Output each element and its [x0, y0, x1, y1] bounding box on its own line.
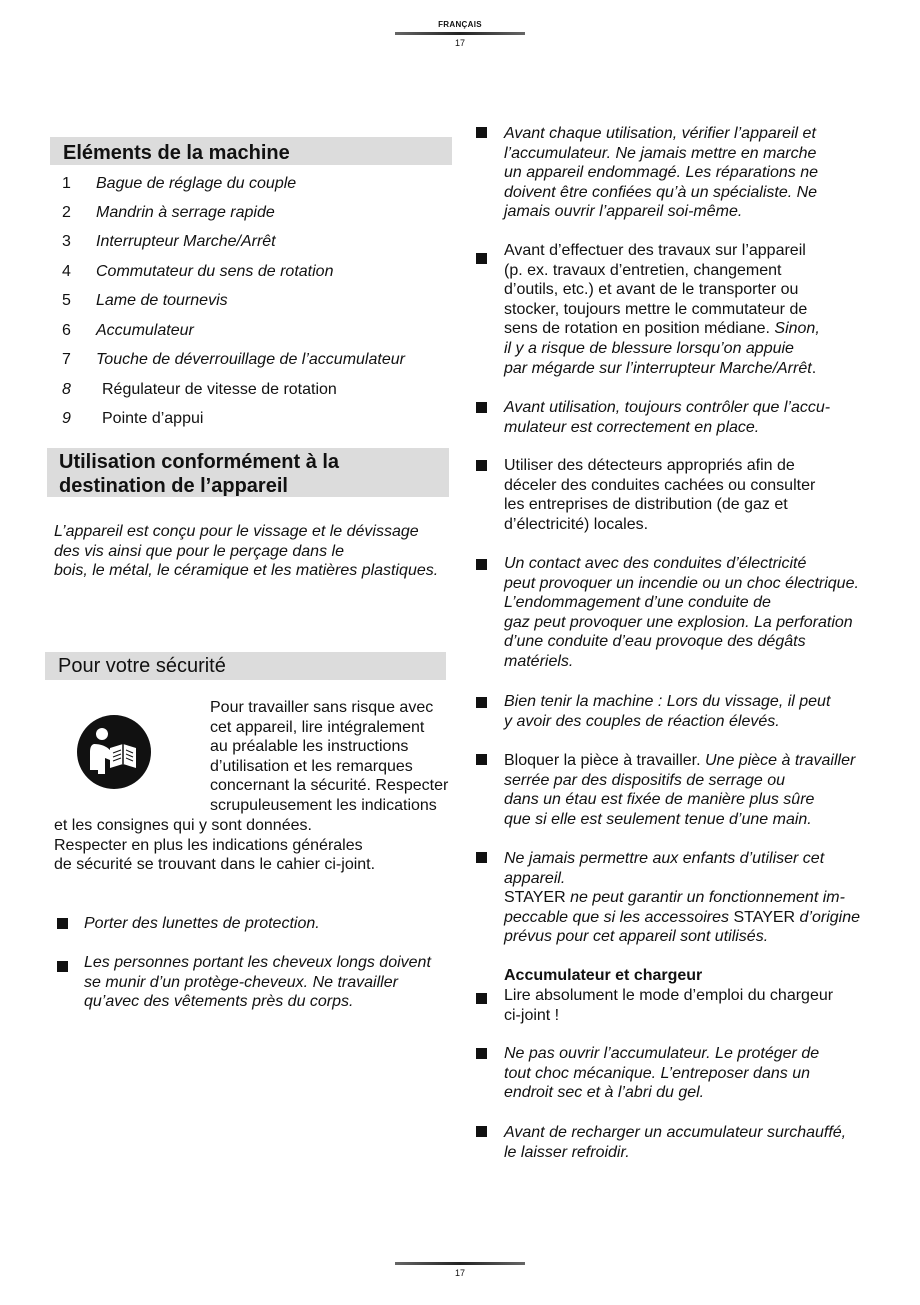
- bullet-square-icon: [57, 961, 68, 972]
- bullet-text: Ne jamais permettre aux enfants d’utiliser cet appareil. STAYER ne peut garantir un fonctionnement im- peccable que si les accessoires STAYER d’origine prévus pour cet appareil sont utilisés.: [504, 850, 861, 946]
- list-item-number: 2: [62, 204, 71, 221]
- header-page-number: 17: [454, 38, 465, 48]
- bullet-square-icon: [476, 993, 487, 1004]
- bullet-square-icon: [476, 754, 487, 765]
- bullet-text: Les personnes portant les cheveux longs doivent se munir d’un protège-cheveux. Ne travailler qu’avec des vêtements près du corps.: [84, 954, 431, 1011]
- safety-paragraph-bottom: et les consignes qui y sont données. Respecter en plus les indications générales de sécurité se trouvant dans le cahier ci-joint.: [54, 817, 376, 874]
- list-item-number: 1: [62, 175, 71, 192]
- usage-title-line: destination de l’appareil: [59, 475, 288, 497]
- charger-title: Accumulateur et chargeur: [504, 967, 703, 984]
- bullet-square-icon: [476, 852, 487, 863]
- list-item-text: Commutateur du sens de rotation: [96, 263, 334, 280]
- list-item-text: Lame de tournevis: [96, 292, 228, 309]
- bullet-text: Bien tenir la machine : Lors du vissage, il peut y avoir des couples de réaction élevés.: [504, 693, 831, 730]
- elements-title: Eléments de la machine: [50, 137, 452, 165]
- footer-rule: [395, 1262, 525, 1265]
- safety-paragraph-top: Pour travailler sans risque avec cet appareil, lire intégralement au préalable les instructions d’utilisation et les remarques concernant la sécurité. Respecter scrupuleusement les indications: [210, 699, 449, 814]
- usage-paragraph: L’appareil est conçu pour le vissage et le dévissage des vis ainsi que pour le perçage dans le bois, le métal, le céramique et les matières plastiques.: [54, 523, 439, 580]
- bullet-text: Un contact avec des conduites d’électricité peut provoquer un incendie ou un choc électrique. L’endommagement d’une conduite de gaz peut provoquer une explosion. La perforation d’une conduite d’eau provoque des dégâts matériels.: [504, 555, 859, 670]
- list-item-number: 8: [62, 381, 71, 398]
- usage-title: [47, 448, 449, 497]
- bullet-square-icon: [57, 918, 68, 929]
- list-item-text: Bague de réglage du couple: [96, 175, 297, 192]
- bullet-square-icon: [476, 559, 487, 570]
- bullet-square-icon: [476, 1048, 487, 1059]
- bullet-square-icon: [476, 402, 487, 413]
- bullet-text: Avant de recharger un accumulateur surchauffé, le laisser refroidir.: [504, 1124, 847, 1161]
- list-item-number: 3: [62, 233, 71, 250]
- bullet-text: Utiliser des détecteurs appropriés afin de déceler des conduites cachées ou consulter les entreprises de distribution (de gaz et d’électricité) locales.: [504, 457, 816, 533]
- list-item-text: Régulateur de vitesse de rotation: [102, 381, 337, 398]
- list-item-text: Pointe d’appui: [102, 410, 204, 427]
- list-item-number: 6: [62, 322, 71, 339]
- bullet-text: Porter des lunettes de protection.: [84, 915, 320, 932]
- bullet-text: Ne pas ouvrir l’accumulateur. Le protéger de tout choc mécanique. L’entreposer dans un endroit sec et à l’abri du gel.: [504, 1045, 820, 1102]
- bullet-text: Bloquer la pièce à travailler. Une pièce à travailler serrée par des dispositifs de serrage ou dans un étau est fixée de manière plus sûre que si elle est seulement tenue d’une main.: [504, 752, 856, 828]
- bullet-square-icon: [476, 1126, 487, 1137]
- list-item-number: 7: [62, 351, 71, 368]
- bullet-text: Avant utilisation, toujours contrôler que l’accu- mulateur est correctement en place.: [504, 399, 831, 436]
- list-item-text: Interrupteur Marche/Arrêt: [96, 233, 276, 250]
- bullet-square-icon: [476, 460, 487, 471]
- bullet-square-icon: [476, 253, 487, 264]
- safety-title: Pour votre sécurité: [45, 652, 446, 680]
- list-item-number: 9: [62, 410, 71, 427]
- list-item-text: Accumulateur: [96, 322, 194, 339]
- list-item-number: 4: [62, 263, 71, 280]
- list-item-text: Touche de déverrouillage de l’accumulateur: [96, 351, 405, 368]
- bullet-text: Avant chaque utilisation, vérifier l’appareil et l’accumulateur. Ne jamais mettre en marche un appareil endommagé. Les réparations ne doivent être confiées qu’à un spécialiste. Ne jamais ouvrir l’appareil soi-même.: [504, 125, 818, 221]
- usage-title-line: Utilisation conformément à la: [59, 451, 340, 473]
- bullet-text: Avant d’effectuer des travaux sur l’appareil (p. ex. travaux d’entretien, changement d’outils, etc.) et avant de le transporter ou stocker, toujours mettre le commutateur de sens de rotation en position médiane. Sinon, il y a risque de blessure lorsqu’on appuie par mégarde sur l’interrupteur Marche/Arrêt.: [504, 242, 820, 377]
- footer-page-number: 17: [454, 1268, 465, 1278]
- list-item-number: 5: [62, 292, 71, 309]
- list-item-text: Mandrin à serrage rapide: [96, 204, 275, 221]
- header-rule: [395, 32, 525, 35]
- bullet-square-icon: [476, 697, 487, 708]
- language-label: FRANÇAIS: [438, 20, 482, 29]
- bullet-text: Lire absolument le mode d’emploi du chargeur ci-joint !: [504, 987, 834, 1024]
- read-manual-icon: [76, 714, 152, 790]
- bullet-square-icon: [476, 127, 487, 138]
